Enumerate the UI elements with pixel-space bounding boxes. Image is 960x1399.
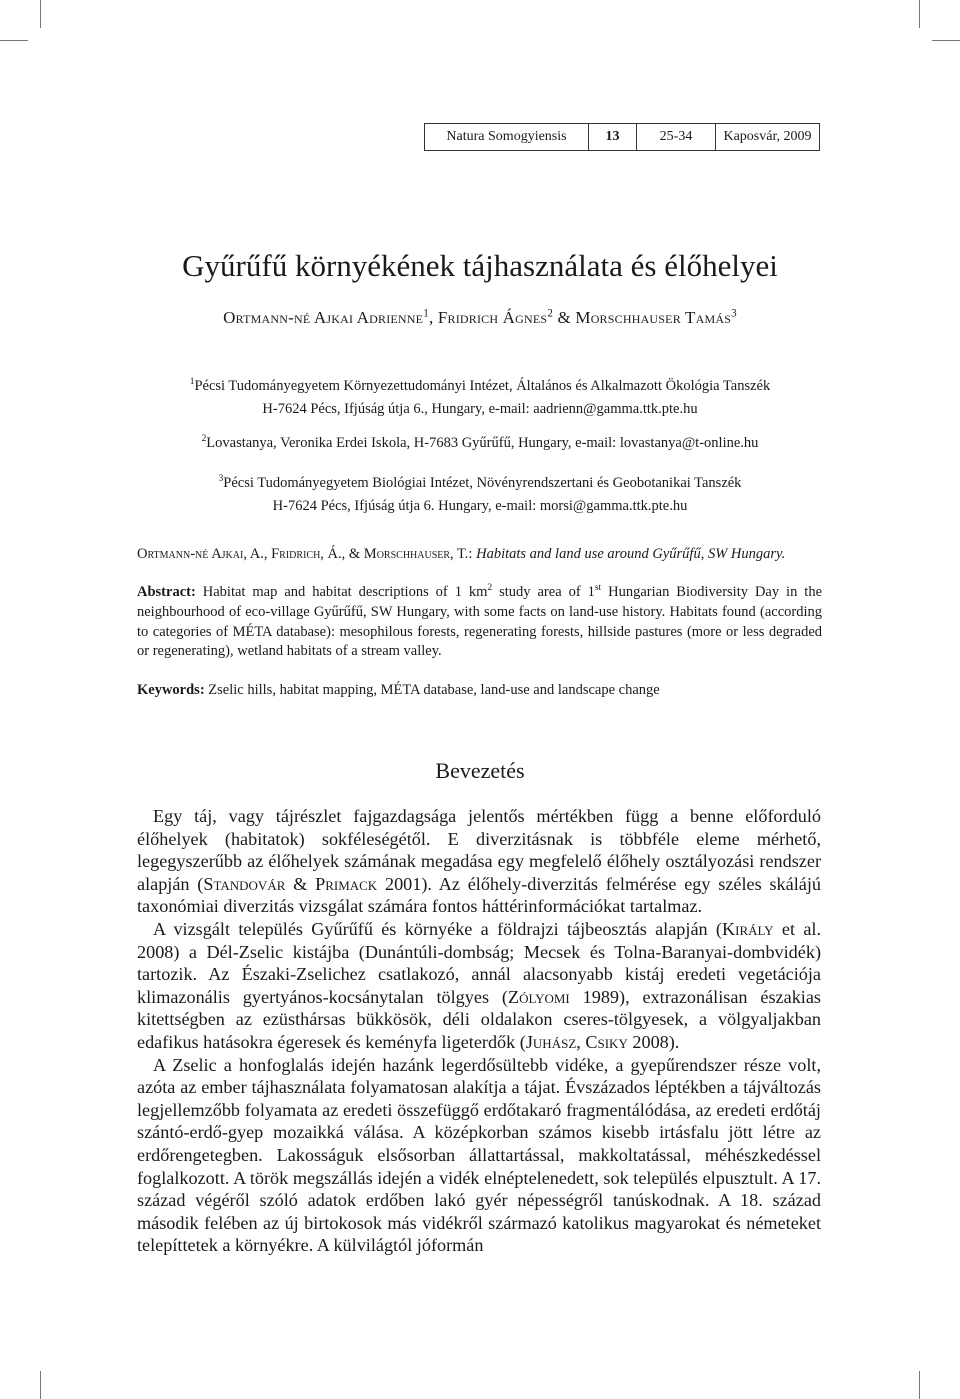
author-line (0, 308, 960, 328)
journal-place-year: Kaposvár, 2009 (723, 129, 812, 144)
author-affiliation-number: 3 (731, 307, 737, 320)
paragraph-text: Egy táj, vagy tájrészlet fajgazdagsága jelentős mértékben függ a benne előforduló élőhelyek (habitatok) sokféleségétől. E diverzitásnak is többféle eleme mérhető, legegyszerűbb az élőhelyek számának megadása egy megfelelő élőhely osztályozási rendszer alapján ( (137, 806, 821, 894)
journal-header (424, 123, 820, 151)
affiliation-line: Pécsi Tudományegyetem Biológiai Intézet, Növényrendszertani és Geobotanikai Tanszék (223, 475, 742, 491)
english-citation (137, 545, 822, 564)
crop-mark-top-left-h (0, 40, 28, 41)
cited-author: Csiky (585, 1031, 628, 1052)
body-text (137, 805, 821, 1257)
author-affiliation-number: 2 (547, 307, 554, 320)
author-separator: , (428, 308, 438, 327)
cited-author: Juhász (525, 1031, 577, 1052)
author-separator: & (553, 308, 576, 327)
keywords-text: Zselic hills, habitat mapping, MÉTA database, land-use and landscape change (208, 682, 660, 698)
keywords (137, 681, 822, 700)
article-title: Gyűrűfű környékének tájhasználata és élőhelyei (182, 248, 778, 283)
crop-mark-bottom-left (40, 1371, 41, 1399)
abstract (137, 583, 822, 662)
affiliation-number: 2 (201, 434, 207, 445)
crop-mark-top-right (919, 0, 920, 28)
journal-name: Natura Somogyiensis (425, 124, 589, 150)
crop-mark-top-right-h (932, 40, 960, 41)
crop-mark-bottom-right (919, 1371, 920, 1399)
author-name: Morschhauser Tamás (575, 308, 732, 327)
abstract-text: study area of 1 (492, 584, 595, 600)
journal-volume: 13 (589, 124, 637, 150)
cited-author: Standovár (203, 873, 286, 894)
paragraph-text: et al. 2008) a Dél-Zselic kistájba (Dunántúli-dombság; Mecsek és Tolna-Baranyai-dombvidék) tartozik. Az Északi-Zselichez csatlakozó, annál alacsonyabb kistáj eredeti vegetációja klimazonális gyertyános-kocsánytalan tölgyes ( (137, 918, 821, 1007)
author-affiliation-number: 1 (423, 307, 429, 320)
paragraph-text: 2008). (627, 1031, 680, 1052)
abstract-text: Hungarian Biodiversity Day in the neighbourhood of eco-village Gyűrűfű, SW Hungary, with some facts on land-use history. Habitats found (according to categories of MÉTA database): mesophilous forests, regenerating forests, hillside pastures (more or less degraded or regenerating), wetland habitats of a stream valley. (137, 584, 823, 660)
paragraph-text: & (285, 873, 316, 894)
affiliation-number: 1 (189, 377, 195, 388)
section-title: Bevezetés (435, 758, 525, 783)
abstract-label: Abstract: (137, 584, 196, 600)
affiliation-line: Pécsi Tudományegyetem Környezettudományi Intézet, Általános és Alkalmazott Ökológia Tanszék (194, 378, 771, 394)
affiliation-line: H-7624 Pécs, Ifjúság útja 6., Hungary, e-mail: aadrienn@gamma.ttk.pte.hu (262, 401, 698, 417)
abstract-superscript: 2 (487, 583, 493, 594)
citation-title: Habitats and land use around Gyűrűfű, SW Hungary. (476, 546, 786, 562)
cited-author: Primack (315, 873, 378, 894)
affiliation-number: 3 (218, 474, 224, 485)
paragraph-text: A vizsgált település Gyűrűfű és környéke a földrajzi tájbeosztás alapján ( (153, 918, 722, 939)
crop-mark-top-left (40, 0, 41, 28)
paragraph-1 (137, 805, 821, 918)
paragraph-3: A Zselic a honfoglalás idején hazánk legerdősültebb vidéke, a gyepűrendszer része volt, azóta az ember tájhasználata folyamatosan alakítja a tájat. Évszázados léptékben a tájváltozás legjellemzőbb folyamata az eredeti összefüggő erdőtakaró fragmentálódása, az eredeti erdőtáj szántó-erdő-gyep mozaikká válása. A középkorban számos kisebb irtásfalu jött létre az erdőrengetegben. Lakosságuk elsősorban állattartással, makkoltatással, méhészkedéssel foglalkozott. A török megszállás idején a vidék elnéptelenedett, sok település elpusztult. A 17. század végéről szóló adatok erdőben lakó gyér népességről tanúskodnak. A 18. század második felében az új birtokosok más vidékről származó katolikus magyarokat és németeket telepíttetek a környékre. A külvilágtól jóformán (137, 1054, 821, 1256)
cited-author: Király (722, 918, 774, 939)
paragraph-text: , (576, 1031, 586, 1052)
abstract-text: Habitat map and habitat descriptions of 1 km (202, 584, 488, 600)
affiliation-3 (0, 472, 960, 518)
affiliation-1 (0, 375, 960, 421)
journal-pages: 25-34 (637, 124, 716, 150)
author-name: Ortmann-né Ajkai Adrienne (223, 308, 424, 327)
paragraph-text: 1989), extrazonálisan északias kitettségben az ezüsthársas bükkösök, déli oldalakon cseres-tölgyesek, a völgyaljakban edafikus hatásokra égeresek és keményfa ligeterdők ( (137, 986, 821, 1052)
cited-author: Zólyomi (507, 986, 570, 1007)
affiliation-line: H-7624 Pécs, Ifjúság útja 6. Hungary, e-mail: morsi@gamma.ttk.pte.hu (272, 498, 688, 514)
paragraph-text: 2001). Az élőhely-diverzitás felmérése egy széles skálájú taxonómiai diverzitás vizsgálat számára fontos háttérinformációkat tartalmaz. (137, 873, 821, 917)
paragraph-2 (137, 918, 821, 1054)
abstract-superscript: st (594, 583, 602, 594)
citation-authors: Ortmann-né Ajkai, A., Fridrich, Á., & Morschhauser, T.: (137, 546, 473, 562)
affiliation-line: Lovastanya, Veronika Erdei Iskola, H-7683 Gyűrűfű, Hungary, e-mail: lovastanya@t-online.hu (206, 435, 759, 451)
keywords-label: Keywords: (137, 682, 205, 698)
affiliation-2 (0, 432, 960, 455)
author-name: Fridrich Ágnes (437, 308, 548, 327)
